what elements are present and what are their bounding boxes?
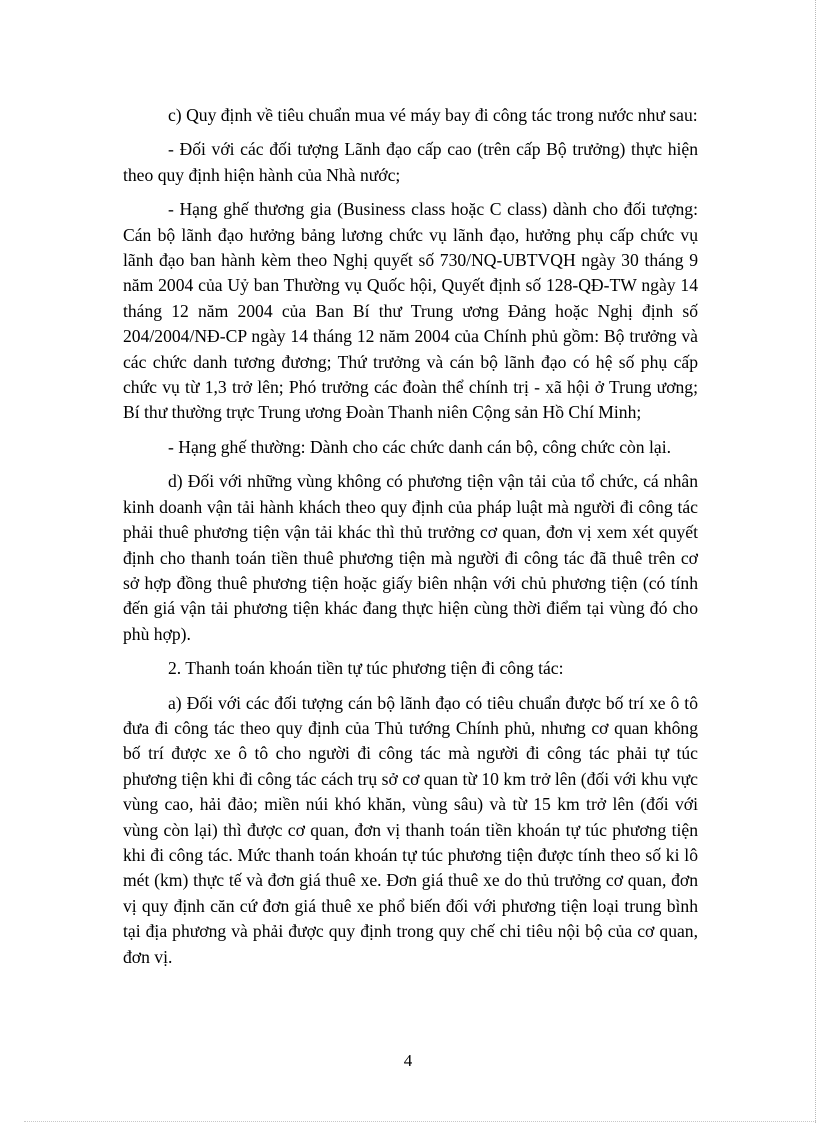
page-edge-bottom (24, 1121, 816, 1122)
paragraph-economy-class: - Hạng ghế thường: Dành cho các chức danh cán bộ, công chức còn lại. (168, 436, 671, 457)
paragraph-business-class: - Hạng ghế thương gia (Business class hoặc C class) dành cho đối tượng: Cán bộ lãnh đạo hưởng bảng lương chức vụ lãnh đạo, hưởng phụ cấp chức vụ lãnh đạo ban hành kèm theo Nghị quyết số 730/NQ-UBTVQH ngày 30 tháng 9 năm 2004 của Uỷ ban Thường vụ Quốc hội, Quyết định số 128-QĐ-TW ngày 14 tháng 12 năm 2004 của Ban Bí thư Trung ương Đảng hoặc Nghị định số 204/2004/NĐ-CP ngày 14 tháng 12 năm 2004 của Chính phủ gồm: Bộ trưởng và các chức danh tương đương; Thứ trưởng và cán bộ lãnh đạo có hệ số phụ cấp chức vụ từ 1,3 trở lên; Phó trưởng các đoàn thể chính trị - xã hội ở Trung ương; Bí thư thường trực Trung ương Đoàn Thanh niên Cộng sản Hồ Chí Minh; (123, 199, 698, 423)
paragraph-c-airfare-standard: c) Quy định về tiêu chuẩn mua vé máy bay đi công tác trong nước như sau: (168, 105, 698, 125)
section-heading-self-transport: 2. Thanh toán khoán tiền tự túc phương tiện đi công tác: (168, 658, 564, 679)
document-body (123, 103, 698, 970)
paragraph-a-self-transport-allowance: a) Đối với các đối tượng cán bộ lãnh đạo có tiêu chuẩn được bố trí xe ô tô đưa đi công tác theo quy định của Thủ tướng Chính phủ, nhưng cơ quan không bố trí được xe ô tô cho người đi công tác mà người đi công tác phải tự túc phương tiện khi đi công tác cách trụ sở cơ quan từ 10 km trở lên (đối với khu vực vùng cao, hải đảo; miền núi khó khăn, vùng sâu) và từ 15 km trở lên (đối với vùng còn lại) thì được cơ quan, đơn vị thanh toán tiền khoán tự túc phương tiện khi đi công tác. Mức thanh toán khoán tự túc phương tiện được tính theo số ki lô mét (km) thực tế và đơn giá thuê xe. Đơn giá thuê xe do thủ trưởng cơ quan, đơn vị quy định căn cứ đơn giá thuê xe phổ biến đối với phương tiện loại trung bình tại địa phương và phải được quy định trong quy chế chi tiêu nội bộ của cơ quan, đơn vị. (123, 692, 698, 967)
paragraph-senior-leaders: - Đối với các đối tượng Lãnh đạo cấp cao (trên cấp Bộ trưởng) thực hiện theo quy định hiện hành của Nhà nước; (123, 139, 698, 185)
page-number: 4 (403, 1051, 413, 1070)
paragraph-d-rented-transport: d) Đối với những vùng không có phương tiện vận tải của tổ chức, cá nhân kinh doanh vận tải hành khách theo quy định của pháp luật mà người đi công tác phải thuê phương tiện vận tải khác thì thủ trưởng cơ quan, đơn vị xem xét quyết định cho thanh toán tiền thuê phương tiện mà người đi công tác đã thuê trên cơ sở hợp đồng thuê phương tiện hoặc giấy biên nhận với chủ phương tiện (có tính đến giá vận tải phương tiện khác đang thực hiện cùng thời điểm tại vùng đó cho phù hợp). (123, 471, 698, 644)
